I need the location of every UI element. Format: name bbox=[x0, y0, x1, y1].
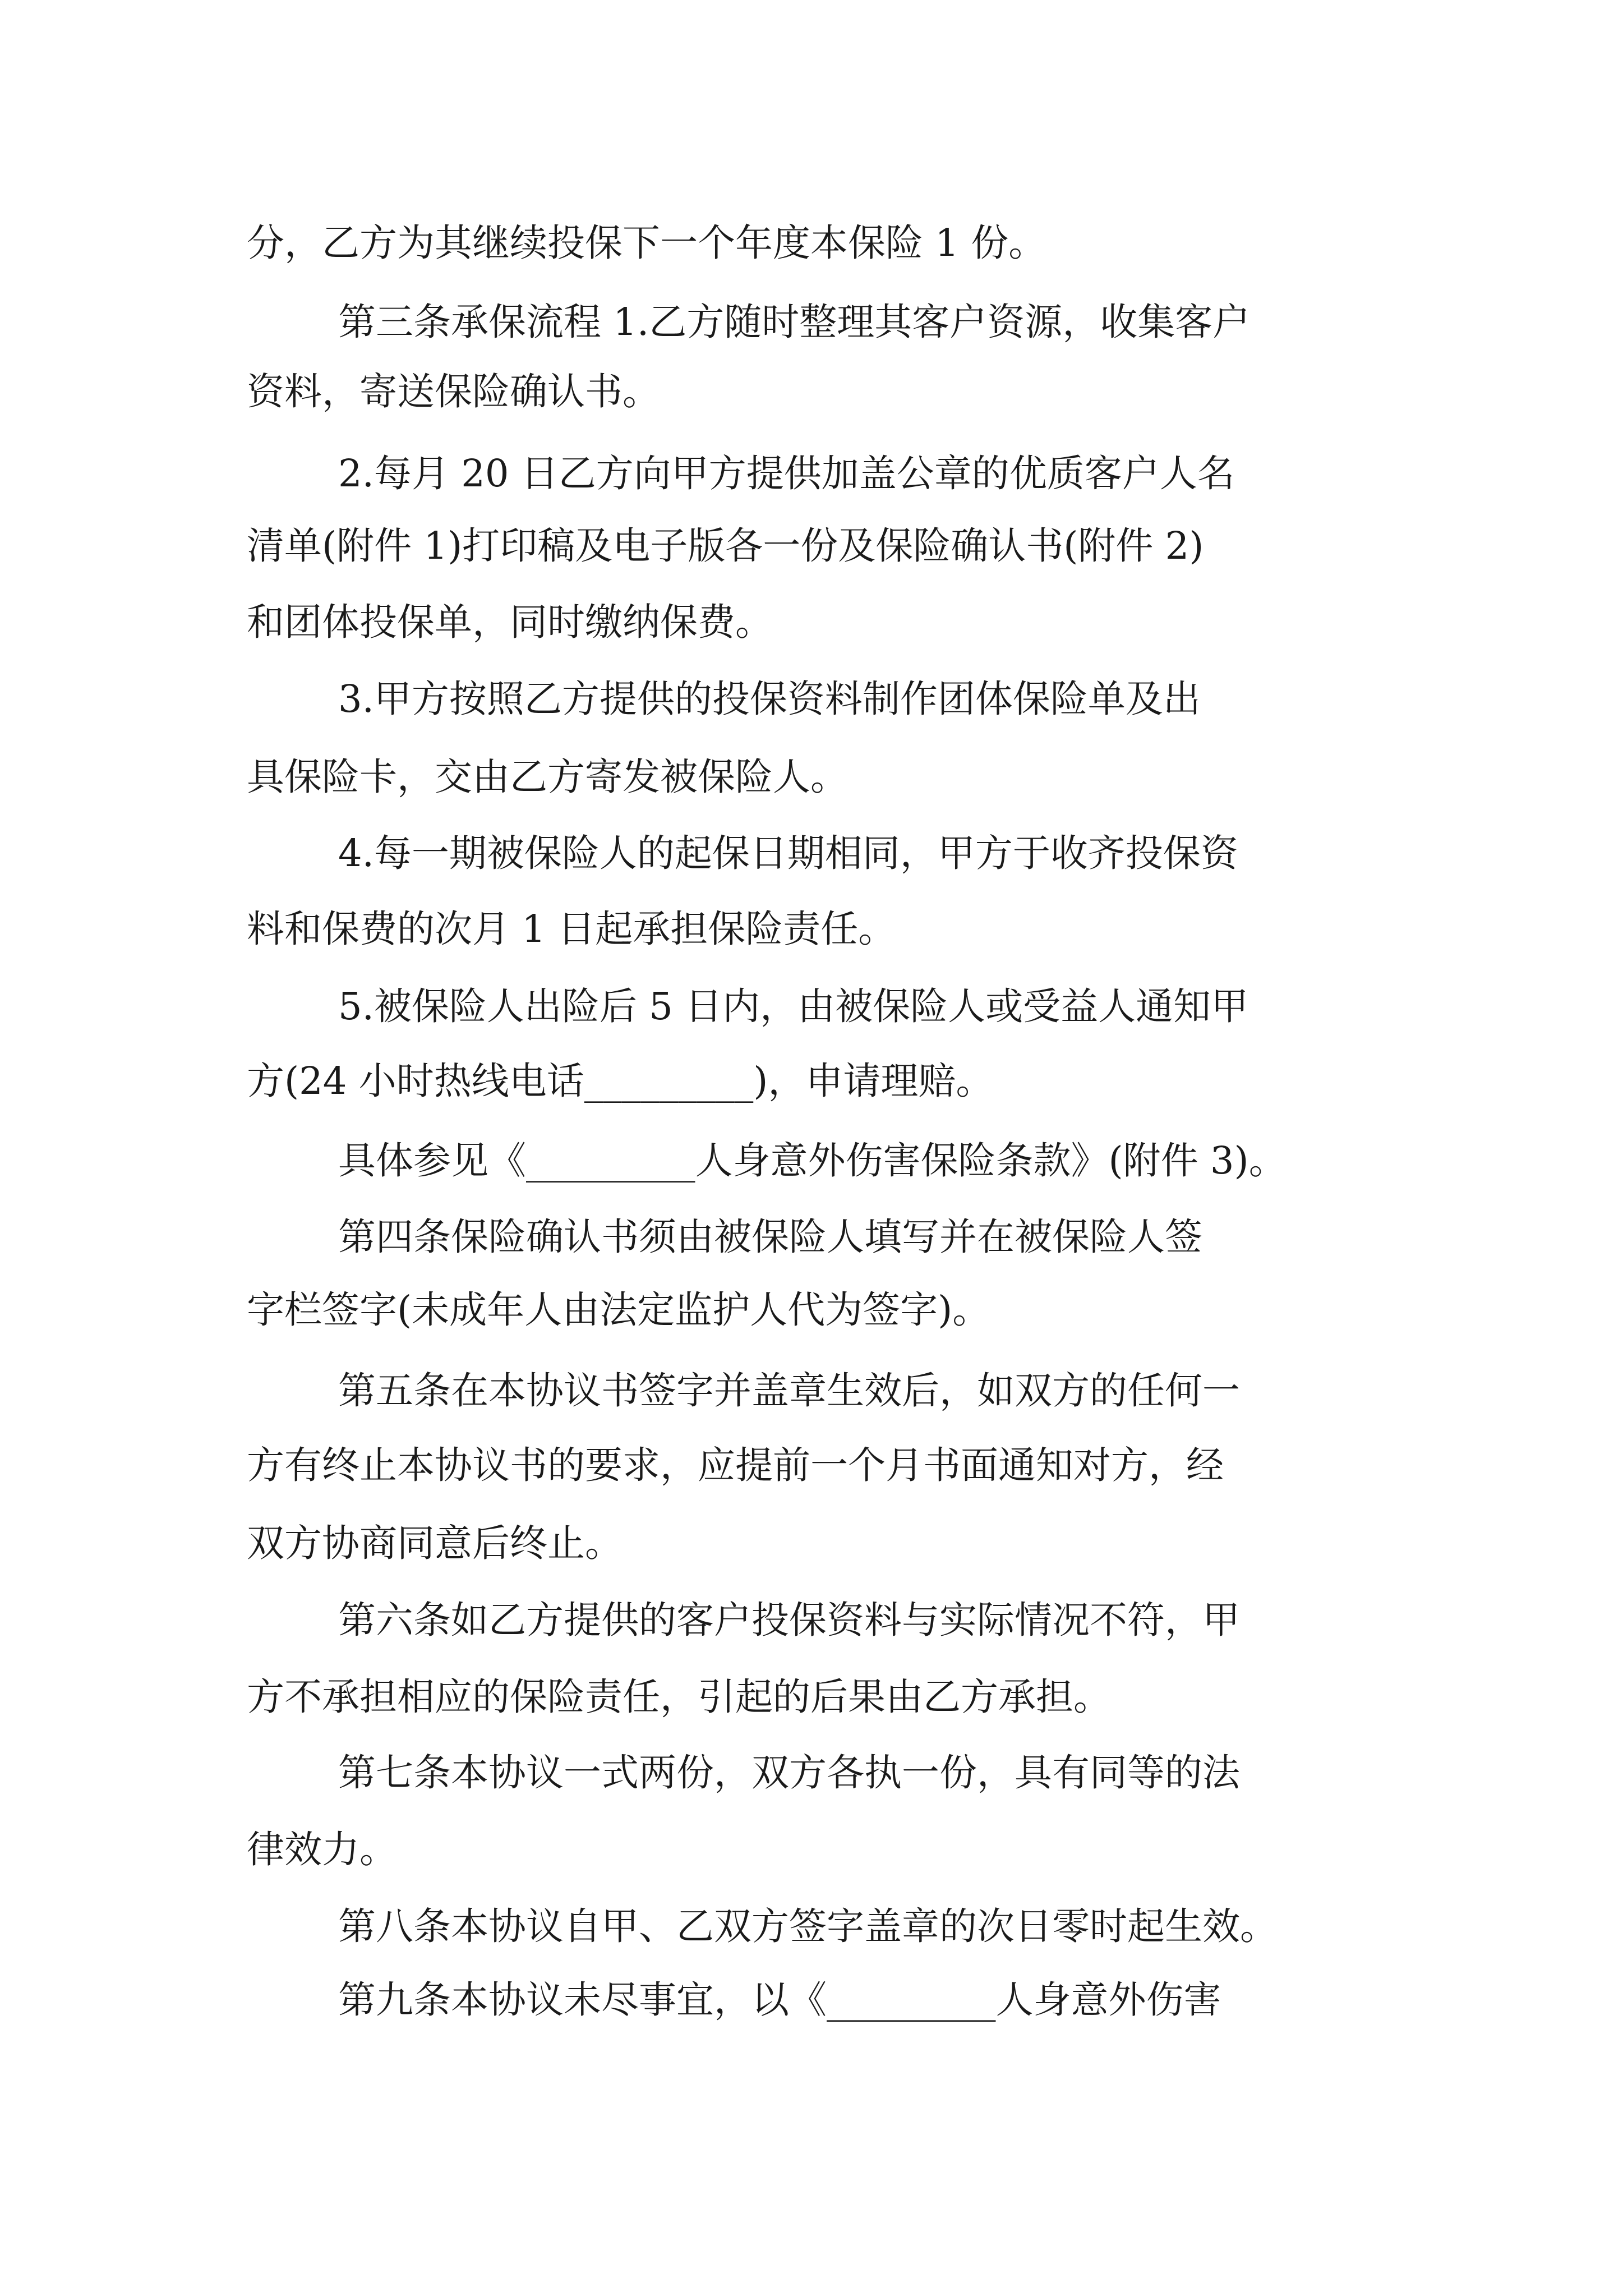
text-line: 律效力。 bbox=[247, 1828, 397, 1871]
text-line: 第六条如乙方提供的客户投保资料与实际情况不符，甲 bbox=[338, 1598, 1240, 1642]
text-line: 第八条本协议自甲、乙双方签字盖章的次日零时起生效。 bbox=[338, 1904, 1278, 1948]
text-line: 第四条保险确认书须由被保险人填写并在被保险人签 bbox=[338, 1215, 1202, 1259]
text-line: 5.被保险人出险后 5 日内，由被保险人或受益人通知甲 bbox=[338, 984, 1249, 1028]
text-line: 4.每一期被保险人的起保日期相同，甲方于收齐投保资 bbox=[338, 831, 1238, 875]
text-line: 方(24 小时热线电话_________)，申请理赔。 bbox=[247, 1059, 994, 1103]
text-line: 字栏签字(未成年人由法定监护人代为签字)。 bbox=[247, 1288, 990, 1332]
text-line: 具保险卡，交由乙方寄发被保险人。 bbox=[247, 755, 848, 799]
text-line: 第七条本协议一式两份，双方各执一份，具有同等的法 bbox=[338, 1751, 1240, 1795]
text-line: 和团体投保单，同时缴纳保费。 bbox=[247, 600, 773, 644]
text-line: 第九条本协议未尽事宜，以《_________人身意外伤害 bbox=[338, 1978, 1221, 2022]
text-line: 料和保费的次月 1 日起承担保险责任。 bbox=[247, 907, 896, 951]
text-line: 2.每月 20 日乙方向甲方提供加盖公章的优质客户人名 bbox=[338, 452, 1235, 495]
text-line: 第五条在本协议书签字并盖章生效后，如双方的任何一 bbox=[338, 1369, 1240, 1412]
text-line: 清单(附件 1)打印稿及电子版各一份及保险确认书(附件 2) bbox=[247, 524, 1204, 568]
text-line: 双方协商同意后终止。 bbox=[247, 1521, 623, 1565]
text-line: 3.甲方按照乙方提供的投保资料制作团体保险单及出 bbox=[338, 677, 1201, 721]
text-line: 分，乙方为其继续投保下一个年度本保险 1 份。 bbox=[247, 221, 1046, 265]
text-line: 方不承担相应的保险责任，引起的后果由乙方承担。 bbox=[247, 1675, 1111, 1719]
text-line: 资料，寄送保险确认书。 bbox=[247, 370, 660, 413]
text-line: 第三条承保流程 1.乙方随时整理其客户资源，收集客户 bbox=[338, 300, 1251, 344]
text-line: 方有终止本协议书的要求，应提前一个月书面通知对方，经 bbox=[247, 1443, 1224, 1487]
text-line: 具体参见《_________人身意外伤害保险条款》(附件 3)。 bbox=[338, 1139, 1287, 1182]
